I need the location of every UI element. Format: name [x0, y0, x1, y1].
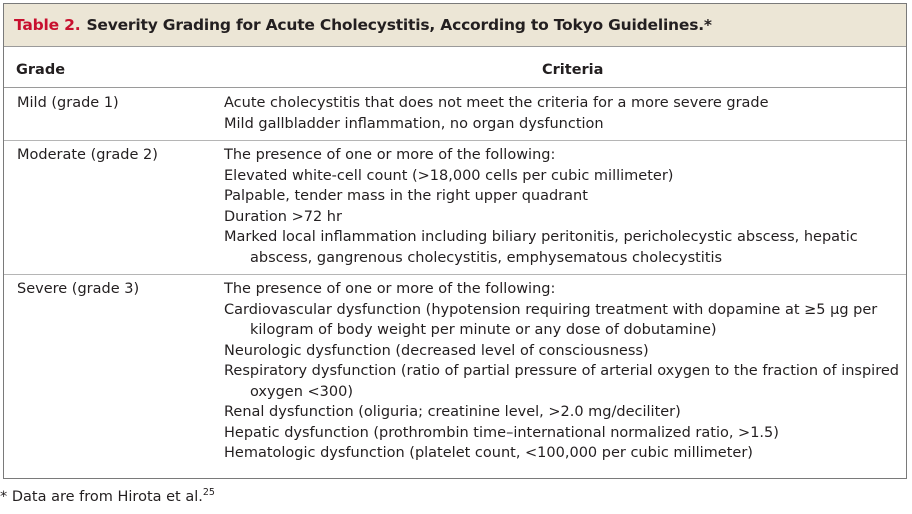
- criteria-item: Palpable, tender mass in the right upper quadrant: [224, 188, 588, 204]
- header-criteria: Criteria: [542, 62, 604, 78]
- table-header-row: [4, 60, 906, 84]
- criteria-item: Elevated white-cell count (>18,000 cells per cubic millimeter): [224, 167, 674, 184]
- criteria-list: [224, 93, 894, 134]
- criteria-list: [224, 279, 899, 464]
- criteria-item-continued: kilogram of body weight per minute or any dose of dobutamine): [250, 322, 717, 338]
- criteria-item: Cardiovascular dysfunction (hypotension requiring treatment with dopamine at ≥5 μg per: [224, 301, 878, 318]
- criteria-item: Duration >72 hr: [224, 208, 342, 225]
- criteria-list: [224, 145, 894, 268]
- criteria-item: Neurologic dysfunction (decreased level of consciousness): [224, 342, 649, 359]
- table-title-bar: [4, 4, 906, 47]
- criteria-item: The presence of one or more of the following:: [224, 147, 556, 163]
- row-divider: [4, 140, 906, 141]
- criteria-item: Hepatic dysfunction (prothrombin time–international normalized ratio, >1.5): [224, 424, 779, 441]
- row-divider: [4, 274, 906, 275]
- footnote-reference: 25: [202, 487, 215, 498]
- header-divider: [4, 87, 906, 88]
- header-grade: Grade: [16, 62, 66, 78]
- criteria-item: Acute cholecystitis that does not meet the criteria for a more severe grade: [224, 95, 769, 111]
- criteria-item: Mild gallbladder inflammation, no organ dysfunction: [224, 115, 604, 132]
- criteria-item-continued: oxygen <300): [250, 383, 353, 400]
- criteria-item: Hematologic dysfunction (platelet count, <100,000 per cubic millimeter): [224, 445, 753, 461]
- criteria-item: Respiratory dysfunction (ratio of partial pressure of arterial oxygen to the fraction of inspired: [224, 363, 899, 379]
- table-container: [3, 3, 907, 479]
- grade-cell: Severe (grade 3): [17, 281, 140, 297]
- grade-cell: Moderate (grade 2): [17, 147, 158, 163]
- criteria-item: Renal dysfunction (oliguria; creatinine level, >2.0 mg/deciliter): [224, 404, 681, 420]
- table-title: Severity Grading for Acute Cholecystitis, According to Tokyo Guidelines.*: [86, 16, 712, 34]
- table-label: Table 2.: [14, 16, 81, 34]
- criteria-item: Marked local inflammation including biliary peritonitis, pericholecystic abscess, hepatic: [224, 229, 858, 245]
- criteria-item: The presence of one or more of the following:: [224, 281, 556, 297]
- footnote-text: * Data are from Hirota et al.: [0, 489, 203, 505]
- table-footnote: [0, 487, 215, 505]
- criteria-item-continued: abscess, gangrenous cholecystitis, emphysematous cholecystitis: [250, 249, 723, 266]
- grade-cell: Mild (grade 1): [17, 95, 119, 111]
